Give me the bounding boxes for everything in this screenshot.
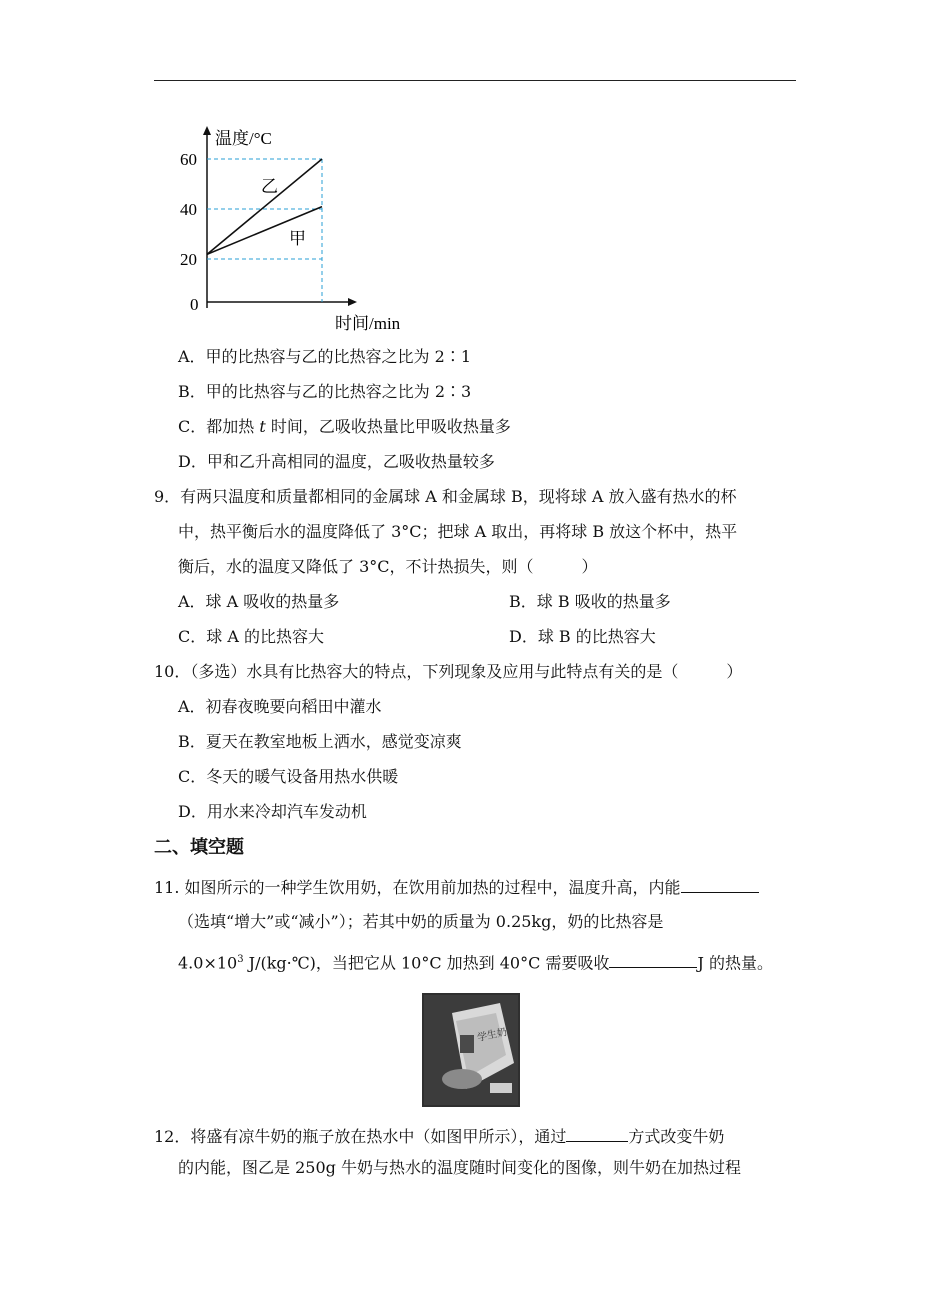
q12-line-2: 的内能，图乙是 250g 牛奶与热水的温度随时间变化的图像，则牛奶在加热过程 <box>178 1158 741 1177</box>
q8-option-a: A．甲的比热容与乙的比热容之比为 2∶1 <box>178 347 472 366</box>
q11-coefficient: 4.0×10 <box>178 953 238 973</box>
q12-line-1-suffix: 方式改变牛奶 <box>628 1127 725 1146</box>
q12-blank-1[interactable] <box>566 1125 628 1142</box>
q9-stem-line-1: 9．有两只温度和质量都相同的金属球 A 和金属球 B，现将球 A 放入盛有热水的杯 <box>154 487 737 506</box>
x-axis-label: 时间/min <box>335 314 401 333</box>
header-rule <box>154 80 796 81</box>
q10-stem: 10．（多选）水具有比热容大的特点，下列现象及应用与此特点有关的是（ ） <box>154 662 743 681</box>
q10-option-d: D．用水来冷却汽车发动机 <box>178 802 367 821</box>
y-tick-60: 60 <box>180 150 197 169</box>
q11-line-2: （选填“增大”或“减小”）；若其中奶的质量为 0.25kg，奶的比热容是 <box>178 912 664 931</box>
q11-blank-2[interactable] <box>609 951 697 968</box>
section-title: 二、填空题 <box>154 837 244 858</box>
q11-blank-1[interactable] <box>681 876 759 893</box>
y-axis-label: 温度/°C <box>215 129 272 148</box>
q8-option-c-prefix: C．都加热 <box>178 417 260 436</box>
q8-option-d: D．甲和乙升高相同的温度，乙吸收热量较多 <box>178 452 495 471</box>
q11-line-1 <box>154 876 759 898</box>
milk-package-photo <box>422 993 520 1107</box>
q9-option-a: A．球 A 吸收的热量多 <box>178 592 340 611</box>
q9-option-c: C．球 A 的比热容大 <box>178 627 324 646</box>
series-label-yi: 乙 <box>261 177 278 196</box>
y-axis-arrow <box>203 126 211 135</box>
y-tick-20: 20 <box>180 250 197 269</box>
q9-stem-line-3: 衡后，水的温度又降低了 3°C，不计热损失，则（ ） <box>178 557 598 576</box>
q12-line-1-text: 12．将盛有凉牛奶的瓶子放在热水中（如图甲所示），通过 <box>154 1127 567 1146</box>
q12-line-1 <box>154 1125 724 1147</box>
q8-option-c <box>178 417 511 437</box>
x-axis-arrow <box>348 298 357 306</box>
q11-line-1-text: 11. 如图所示的一种学生饮用奶，在饮用前加热的过程中，温度升高，内能 <box>154 878 681 897</box>
q11-line-3 <box>178 950 773 973</box>
q11-unit-text: J/(kg·℃)，当把它从 10°C 加热到 40°C 需要吸收 <box>243 953 610 973</box>
series-label-jia: 甲 <box>289 229 306 248</box>
q8-option-b: B．甲的比热容与乙的比热容之比为 2∶3 <box>178 382 472 401</box>
q8-option-c-var: t <box>259 417 266 436</box>
temperature-time-chart <box>175 120 415 335</box>
q10-option-c: C．冬天的暖气设备用热水供暖 <box>178 767 399 786</box>
milk-package-label: 学生奶 <box>476 1026 508 1044</box>
q9-option-d: D．球 B 的比热容大 <box>509 627 656 646</box>
q8-option-c-suffix: 时间，乙吸收热量比甲吸收热量多 <box>265 417 511 436</box>
q11-exponent: 3 <box>237 954 244 965</box>
q10-option-a: A．初春夜晚要向稻田中灌水 <box>178 697 382 716</box>
y-tick-40: 40 <box>180 200 197 219</box>
q9-option-b: B．球 B 吸收的热量多 <box>509 592 671 611</box>
q10-option-b: B．夏天在教室地板上洒水，感觉变凉爽 <box>178 732 462 751</box>
q9-stem-line-2: 中，热平衡后水的温度降低了 3°C；把球 A 取出，再将球 B 放这个杯中，热平 <box>178 522 738 541</box>
q11-suffix: J 的热量。 <box>697 953 773 973</box>
y-tick-0: 0 <box>190 295 199 314</box>
